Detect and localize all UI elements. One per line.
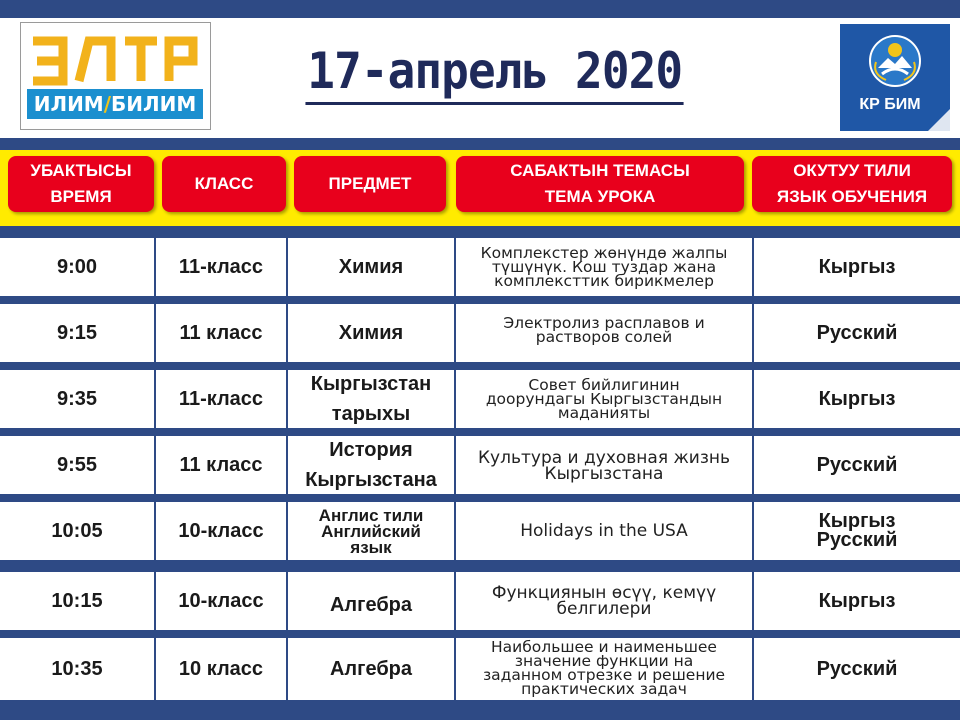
- topic-line: доорундагы Кыргызстандын: [485, 390, 723, 408]
- topic-line: Электролиз расплавов и: [503, 314, 705, 332]
- page-title: [250, 40, 740, 110]
- topic-line: маданияты: [557, 404, 651, 422]
- topic-line: түшүнүк. Кош туздар жана: [491, 258, 717, 276]
- class-cell: 10-класс: [178, 589, 264, 612]
- table-row: [0, 638, 960, 700]
- time-cell: 9:35: [56, 387, 98, 410]
- subject-cell: [288, 572, 454, 630]
- logo-band-text-2: БИЛИМ: [111, 92, 197, 116]
- topic-line: Комплекстер жөнүндө жалпы: [480, 244, 728, 262]
- logo-band-text-1: ИЛИМ: [33, 92, 104, 116]
- topic-cell: [456, 436, 752, 494]
- subject-cell: [288, 304, 454, 362]
- column-header-line: ПРЕДМЕТ: [328, 174, 412, 193]
- topic-line: Функциянын өсүү, кемүү: [491, 583, 717, 603]
- language-cell: [754, 436, 960, 494]
- topic-line: Кыргызстана: [544, 464, 664, 484]
- page-header: [0, 18, 960, 138]
- column-header-topic: [456, 156, 744, 212]
- eltr-logo: [20, 22, 211, 130]
- subject-line: Химия: [338, 256, 404, 278]
- topic-line: Культура и духовная жизнь: [477, 448, 731, 468]
- topic-line: комплексттик бирикмелер: [494, 272, 714, 290]
- table-row: [0, 436, 960, 494]
- page-curl-corner: [928, 109, 950, 131]
- column-header-language: [752, 156, 952, 212]
- table-row: [0, 572, 960, 630]
- language-line: Кыргыз: [818, 589, 896, 612]
- class-cell: 11 класс: [179, 453, 263, 476]
- date-title: 17-апрель 2020: [306, 40, 685, 105]
- class-cell: 11 класс: [179, 321, 263, 344]
- kr-bim-logo: [840, 24, 950, 131]
- subject-cell: [288, 436, 454, 494]
- time-cell: 10:15: [51, 589, 103, 612]
- table-row: [0, 238, 960, 296]
- topic-cell: [456, 370, 752, 428]
- column-header-subject: [294, 156, 446, 212]
- topic-cell: [456, 638, 752, 700]
- eltr-logo-letters: [27, 33, 203, 89]
- topic-cell: [456, 572, 752, 630]
- topic-cell: [456, 502, 752, 560]
- language-cell: [754, 370, 960, 428]
- language-cell: [754, 638, 960, 700]
- class-cell: 10-класс: [178, 519, 264, 542]
- table-row: [0, 304, 960, 362]
- table-row: [0, 370, 960, 428]
- column-header-line: ОКУТУУ ТИЛИ: [793, 161, 911, 180]
- subject-cell: [288, 502, 454, 560]
- subject-line: Англис тили: [318, 506, 424, 525]
- time-cell: 10:35: [51, 657, 103, 680]
- language-cell: [754, 238, 960, 296]
- language-line: Кыргыз: [818, 510, 896, 532]
- class-cell: 11-класс: [178, 255, 264, 278]
- language-line: Русский: [816, 321, 898, 344]
- subject-line: язык: [350, 538, 392, 557]
- topic-line: Наибольшее и наименьшее: [491, 638, 717, 656]
- language-line: Кыргыз: [818, 387, 896, 410]
- column-header-line: КЛАСС: [194, 174, 254, 193]
- subject-line: Химия: [338, 322, 404, 344]
- subject-line: тарыхы: [331, 403, 411, 425]
- class-cell: 11-класс: [178, 387, 264, 410]
- time-cell: 9:55: [56, 453, 98, 476]
- topic-line: Совет бийлигинин: [528, 376, 680, 394]
- top-stripe: [0, 0, 960, 18]
- column-header-line: САБАКТЫН ТЕМАСЫ: [510, 161, 690, 180]
- topic-line: практических задач: [521, 680, 687, 698]
- topic-cell: [456, 238, 752, 296]
- language-line: Русский: [816, 453, 898, 476]
- column-header-line: УБАКТЫСЫ: [30, 161, 132, 180]
- time-cell: 9:15: [56, 321, 98, 344]
- topic-line: белгилери: [556, 599, 652, 619]
- subject-line: Кыргызстан: [310, 373, 432, 395]
- column-header-time: [8, 156, 154, 212]
- column-header-class: [162, 156, 286, 212]
- column-header-line: ЯЗЫК ОБУЧЕНИЯ: [776, 187, 928, 206]
- table-row: [0, 502, 960, 560]
- bottom-frame: [0, 700, 960, 720]
- subject-cell: [288, 238, 454, 296]
- subject-line: Английский: [321, 522, 421, 541]
- time-cell: 10:05: [51, 519, 103, 542]
- language-line: Русский: [816, 657, 898, 680]
- subject-line: Алгебра: [329, 594, 413, 616]
- language-cell: [754, 304, 960, 362]
- kr-bim-label: КР БИМ: [859, 96, 921, 113]
- language-line: Русский: [816, 529, 898, 551]
- topic-line: заданном отрезке и решение: [482, 666, 726, 684]
- subject-cell: [288, 370, 454, 428]
- kyrgyz-emblem-icon: [868, 34, 922, 88]
- column-header-line: ВРЕМЯ: [50, 187, 112, 206]
- subject-line: Алгебра: [329, 658, 413, 680]
- class-cell: 10 класс: [178, 657, 264, 680]
- language-cell: [754, 572, 960, 630]
- subject-cell: [288, 638, 454, 700]
- language-line: Кыргыз: [818, 255, 896, 278]
- topic-line: растворов солей: [535, 328, 673, 346]
- subject-line: История: [329, 439, 413, 461]
- topic-cell: [456, 304, 752, 362]
- column-header-line: ТЕМА УРОКА: [544, 187, 656, 206]
- topic-line: Holidays in the USA: [520, 521, 688, 541]
- subject-line: Кыргызстана: [305, 469, 437, 491]
- language-cell: [754, 502, 960, 560]
- time-cell: 9:00: [56, 255, 98, 278]
- eltr-logo-band: ИЛИМ/БИЛИМ: [27, 89, 203, 119]
- topic-line: значение функции на: [514, 652, 694, 670]
